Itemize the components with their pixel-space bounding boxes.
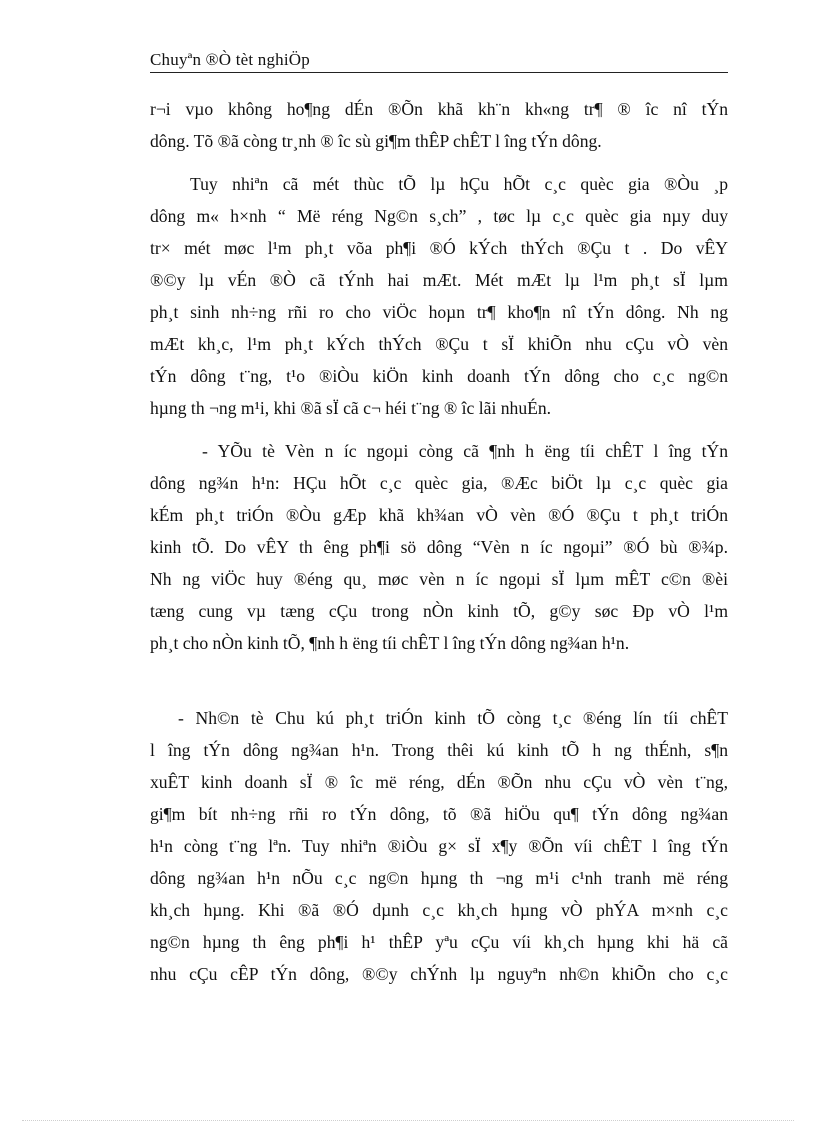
text-line: dông m« h×nh “ Më réng Ng©n s¸ch” , tøc lµ c¸c quèc gia nµy duy [150, 206, 728, 226]
text-line: Nh ng viÖc huy ®éng qu¸ møc vèn n íc ngoµi sÏ lµm mÊT c©n ®èi [150, 569, 728, 589]
paragraph-1 [150, 93, 728, 157]
paragraph-spacer [150, 424, 728, 435]
paragraph-3 [150, 435, 728, 659]
header-rule [150, 72, 728, 73]
page-bottom-edge [22, 1120, 794, 1121]
text-line: dông ng¾n h¹n: HÇu hÕt c¸c quèc gia, ®Æc biÖt lµ c¸c quèc gia [150, 473, 728, 493]
text-line: ph¸t sinh nh÷ng rñi ro cho viÖc hoµn tr¶ kho¶n nî tÝn dông. Nh ng [150, 302, 728, 322]
text-line: kÉm ph¸t triÓn ®Òu gÆp khã kh¾an vÒ vèn ®Ó ®Çu t ph¸t triÓn [150, 505, 728, 525]
text-line: - YÕu tè Vèn n íc ngoµi còng cã ¶nh h ëng tíi chÊT l îng tÝn [202, 441, 728, 461]
text-line: nhu cÇu cÊP tÝn dông, ®©y chÝnh lµ nguyªn nh©n khiÕn cho c¸c [150, 964, 728, 984]
text-line: dông ng¾an h¹n nÕu c¸c ng©n hµng th ¬ng m¹i c¹nh tranh më réng [150, 868, 728, 888]
text-line: tæng cung vµ tæng cÇu trong nÒn kinh tÕ, g©y søc Ðp vÒ l¹m [150, 601, 728, 621]
text-line: xuÊT kinh doanh sÏ ® îc më réng, dÉn ®Õn nhu cÇu vÒ vèn t¨ng, [150, 772, 728, 792]
text-line: ng©n hµng th êng ph¶i h¹ thÊP yªu cÇu víi kh¸ch hµng khi hä cã [150, 932, 728, 952]
paragraph-spacer [150, 157, 728, 168]
text-line: - Nh©n tè Chu kú ph¸t triÓn kinh tÕ còng t¸c ®éng lín tíi chÊT [178, 708, 728, 728]
text-line: l îng tÝn dông ng¾an h¹n. Trong thêi kú kinh tÕ h ng thÉnh, s¶n [150, 740, 728, 760]
text-line: tÝn dông t¨ng, t¹o ®iÒu kiÖn kinh doanh tÝn dông cho c¸c ng©n [150, 366, 728, 386]
text-line: h¹n còng t¨ng lªn. Tuy nhiªn ®iÒu g× sÏ x¶y ®Õn víi chÊT l îng tÝn [150, 836, 728, 856]
text-line: hµng th ¬ng m¹i, khi ®ã sÏ cã c¬ héi t¨ng ® îc lãi nhuÉn. [150, 398, 552, 418]
text-line: kinh tÕ. Do vÊY th êng ph¶i sö dông “Vèn n íc ngoµi” ®Ó bù ®¾p. [150, 537, 728, 557]
text-line: ph¸t cho nÒn kinh tÕ, ¶nh h ëng tíi chÊT l îng tÝn dông ng¾an h¹n. [150, 633, 630, 653]
text-line: ®©y lµ vÉn ®Ò cã tÝnh hai mÆt. Mét mÆt lµ l¹m ph¸t sÏ lµm [150, 270, 728, 290]
paragraph-2 [150, 168, 728, 424]
text-line: tr× mét møc l¹m ph¸t võa ph¶i ®Ó kÝch thÝch ®Çu t . Do vÊY [150, 238, 728, 258]
text-line: Tuy nhiªn cã mét thùc tÕ lµ hÇu hÕt c¸c quèc gia ®Òu ¸p [190, 174, 728, 194]
text-line: mÆt kh¸c, l¹m ph¸t kÝch thÝch ®Çu t sÏ khiÕn nhu cÇu vÒ vèn [150, 334, 728, 354]
text-line: kh¸ch hµng. Khi ®ã ®Ó dµnh c¸c kh¸ch hµng vÒ phÝA m×nh c¸c [150, 900, 728, 920]
text-line: dông. Tõ ®ã còng tr¸nh ® îc sù gi¶m thÊP chÊT l îng tÝn dông. [150, 131, 602, 151]
document-body [150, 93, 728, 990]
paragraph-4 [150, 702, 728, 990]
text-line: r¬i vµo không ho¶ng dÉn ®Õn khã kh¨n kh«ng tr¶ ® îc nî tÝn [150, 99, 728, 119]
text-line: gi¶m bít nh÷ng rñi ro tÝn dông, tõ ®ã hiÖu qu¶ tÝn dông ng¾an [150, 804, 728, 824]
header-title: Chuyªn ®Ò tèt nghiÖp [150, 50, 310, 69]
paragraph-spacer [150, 659, 728, 702]
